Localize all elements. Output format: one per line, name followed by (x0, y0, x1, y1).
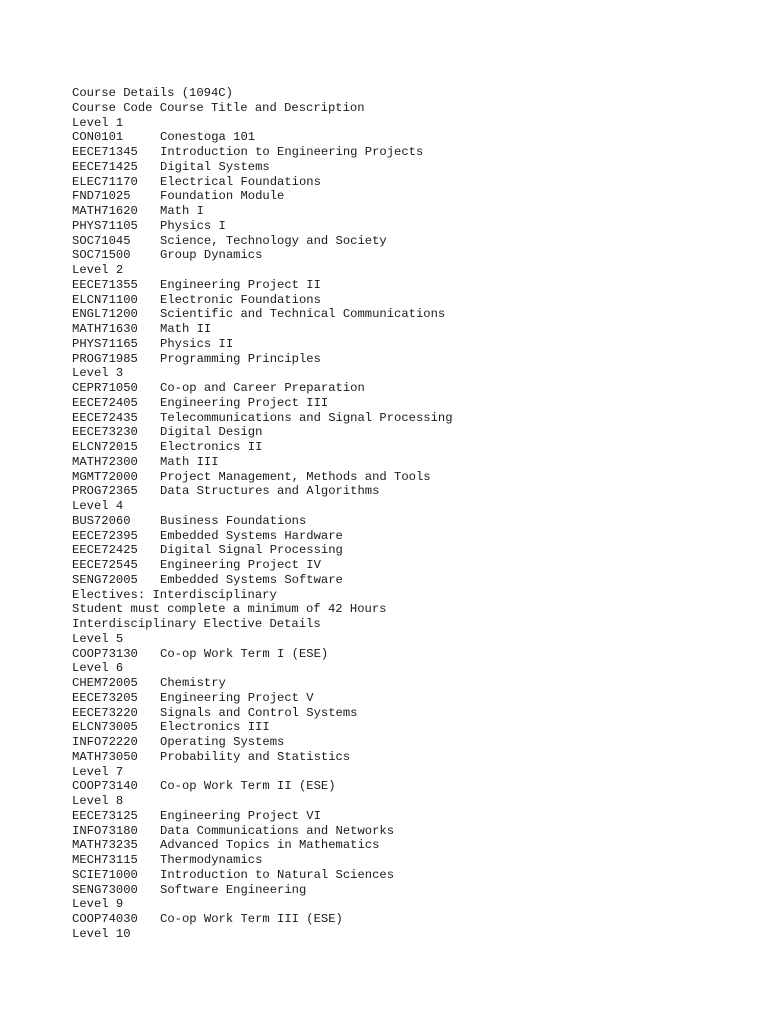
course-code: EECE72405 (72, 395, 138, 410)
course-row (72, 352, 752, 367)
course-code: SCIE71000 (72, 867, 138, 882)
course-row (72, 543, 752, 558)
course-title: Electronics II (160, 440, 263, 454)
course-title: Data Communications and Networks (160, 823, 395, 838)
course-title: Foundation Module (160, 189, 285, 204)
course-code: CON0101 (72, 130, 124, 145)
course-details-document (72, 86, 752, 942)
course-title: Electrical Foundations (160, 174, 321, 189)
course-code: MATH71620 (72, 204, 138, 218)
course-title: Scientific and Technical Communications (160, 307, 446, 322)
course-row (72, 145, 752, 160)
course-row (72, 204, 752, 219)
course-row (72, 573, 752, 588)
course-row (72, 750, 752, 765)
level-heading: Level 6 (72, 661, 124, 676)
course-row (72, 293, 752, 308)
course-code: MATH73050 (72, 749, 138, 764)
course-code: ELEC71170 (72, 174, 138, 189)
course-title: Digital Signal Processing (160, 543, 343, 558)
course-title: Physics II (160, 336, 234, 351)
level-heading: Level 5 (72, 631, 124, 646)
course-title: Group Dynamics (160, 248, 263, 263)
course-code: PROG72365 (72, 484, 138, 499)
course-code: INFO72220 (72, 735, 138, 749)
document-heading: Course Details (1094C) (72, 86, 233, 100)
course-row (72, 691, 752, 706)
course-title: Embedded Systems Hardware (160, 528, 343, 543)
course-title: Introduction to Natural Sciences (160, 867, 395, 882)
course-title: Thermodynamics (160, 853, 263, 867)
course-code: PHYS71165 (72, 336, 138, 351)
course-title: Conestoga 101 (160, 130, 256, 145)
course-title: Programming Principles (160, 351, 321, 366)
course-row (72, 189, 752, 204)
course-row (72, 868, 752, 883)
course-row (72, 720, 752, 735)
course-code: MATH72300 (72, 454, 138, 469)
course-title: Electronics III (160, 720, 270, 735)
course-row (72, 529, 752, 544)
course-code: INFO73180 (72, 823, 138, 838)
course-code: EECE71425 (72, 159, 138, 174)
course-row (72, 307, 752, 322)
course-code: FND71025 (72, 189, 131, 204)
course-code: MECH73115 (72, 853, 138, 867)
course-title: Software Engineering (160, 882, 307, 897)
course-title: Math I (160, 204, 204, 218)
course-code: MGMT72000 (72, 469, 138, 484)
course-row (72, 234, 752, 249)
course-row (72, 853, 752, 868)
course-code: EECE71345 (72, 145, 138, 159)
course-title: Telecommunications and Signal Processing (160, 410, 453, 425)
course-row (72, 809, 752, 824)
course-title: Co-op Work Term III (ESE) (160, 912, 343, 926)
course-title: Co-op Work Term II (ESE) (160, 779, 336, 794)
course-code: ELCN71100 (72, 292, 138, 307)
course-title: Embedded Systems Software (160, 572, 343, 587)
course-row (72, 514, 752, 529)
course-code: EECE73230 (72, 425, 138, 440)
course-title: Co-op Work Term I (ESE) (160, 646, 329, 661)
course-code: EECE72425 (72, 543, 138, 558)
course-row (72, 706, 752, 721)
course-row (72, 912, 752, 927)
course-title: Project Management, Methods and Tools (160, 469, 431, 484)
course-title: Introduction to Engineering Projects (160, 145, 424, 159)
course-code: BUS72060 (72, 513, 131, 528)
course-code: CHEM72005 (72, 676, 138, 690)
course-row (72, 248, 752, 263)
course-code: PROG71985 (72, 351, 138, 366)
course-row (72, 883, 752, 898)
course-title: Engineering Project IV (160, 558, 321, 572)
section-text: Student must complete a minimum of 42 Hours (72, 602, 387, 617)
course-title: Math II (160, 322, 212, 336)
course-row (72, 160, 752, 175)
course-code: EECE73125 (72, 808, 138, 823)
course-code: EECE72435 (72, 410, 138, 425)
course-code: SENG73000 (72, 882, 138, 897)
level-heading: Level 2 (72, 263, 124, 277)
course-title: Engineering Project III (160, 395, 329, 410)
level-heading: Level 7 (72, 764, 124, 779)
course-title: Electronic Foundations (160, 292, 321, 307)
course-row (72, 219, 752, 234)
course-row (72, 396, 752, 411)
course-row (72, 824, 752, 839)
course-row (72, 676, 752, 691)
course-row (72, 425, 752, 440)
course-code: EECE72395 (72, 528, 138, 543)
course-title: Operating Systems (160, 735, 285, 749)
course-row (72, 838, 752, 853)
course-title: Co-op and Career Preparation (160, 381, 365, 395)
course-row (72, 411, 752, 426)
level-heading: Level 3 (72, 366, 124, 381)
course-list (72, 116, 752, 942)
course-code: EECE73220 (72, 705, 138, 720)
course-code: COOP73130 (72, 646, 138, 661)
course-row (72, 735, 752, 750)
course-code: COOP74030 (72, 912, 138, 926)
course-title: Probability and Statistics (160, 749, 351, 764)
course-title: Chemistry (160, 676, 226, 690)
course-title: Digital Systems (160, 159, 270, 174)
course-title: Digital Design (160, 425, 263, 440)
section-text: Electives: Interdisciplinary (72, 587, 277, 602)
course-code: SENG72005 (72, 572, 138, 587)
level-heading: Level 10 (72, 926, 131, 941)
course-row (72, 470, 752, 485)
course-code: PHYS71105 (72, 218, 138, 233)
course-code: ELCN73005 (72, 720, 138, 735)
level-heading: Level 4 (72, 499, 124, 513)
level-heading: Level 1 (72, 115, 124, 130)
course-row (72, 455, 752, 470)
course-title: Engineering Project V (160, 690, 314, 705)
course-title: Signals and Control Systems (160, 705, 358, 720)
course-title: Data Structures and Algorithms (160, 484, 380, 499)
section-text: Interdisciplinary Elective Details (72, 617, 321, 631)
course-code: CEPR71050 (72, 381, 138, 395)
course-code: MATH73235 (72, 838, 138, 853)
course-code: MATH71630 (72, 322, 138, 336)
course-code: COOP73140 (72, 779, 138, 794)
course-title: Engineering Project II (160, 277, 321, 292)
course-code: ELCN72015 (72, 440, 138, 454)
course-code: SOC71045 (72, 233, 131, 248)
column-header: Course Code Course Title and Description (72, 100, 365, 115)
course-row (72, 175, 752, 190)
course-title: Math III (160, 454, 219, 469)
level-heading: Level 8 (72, 794, 124, 808)
course-title: Science, Technology and Society (160, 233, 387, 248)
course-title: Business Foundations (160, 513, 307, 528)
course-code: ENGL71200 (72, 307, 138, 322)
course-title: Engineering Project VI (160, 808, 321, 823)
course-row (72, 322, 752, 337)
course-row (72, 440, 752, 455)
course-row (72, 278, 752, 293)
course-code: EECE72545 (72, 558, 138, 572)
course-title: Advanced Topics in Mathematics (160, 838, 380, 853)
level-heading: Level 9 (72, 897, 124, 912)
course-row (72, 484, 752, 499)
course-row (72, 337, 752, 352)
course-row (72, 381, 752, 396)
course-code: EECE73205 (72, 690, 138, 705)
course-row (72, 779, 752, 794)
course-code: SOC71500 (72, 248, 131, 263)
course-title: Physics I (160, 218, 226, 233)
course-row (72, 130, 752, 145)
course-row (72, 558, 752, 573)
course-code: EECE71355 (72, 277, 138, 292)
course-row (72, 647, 752, 662)
